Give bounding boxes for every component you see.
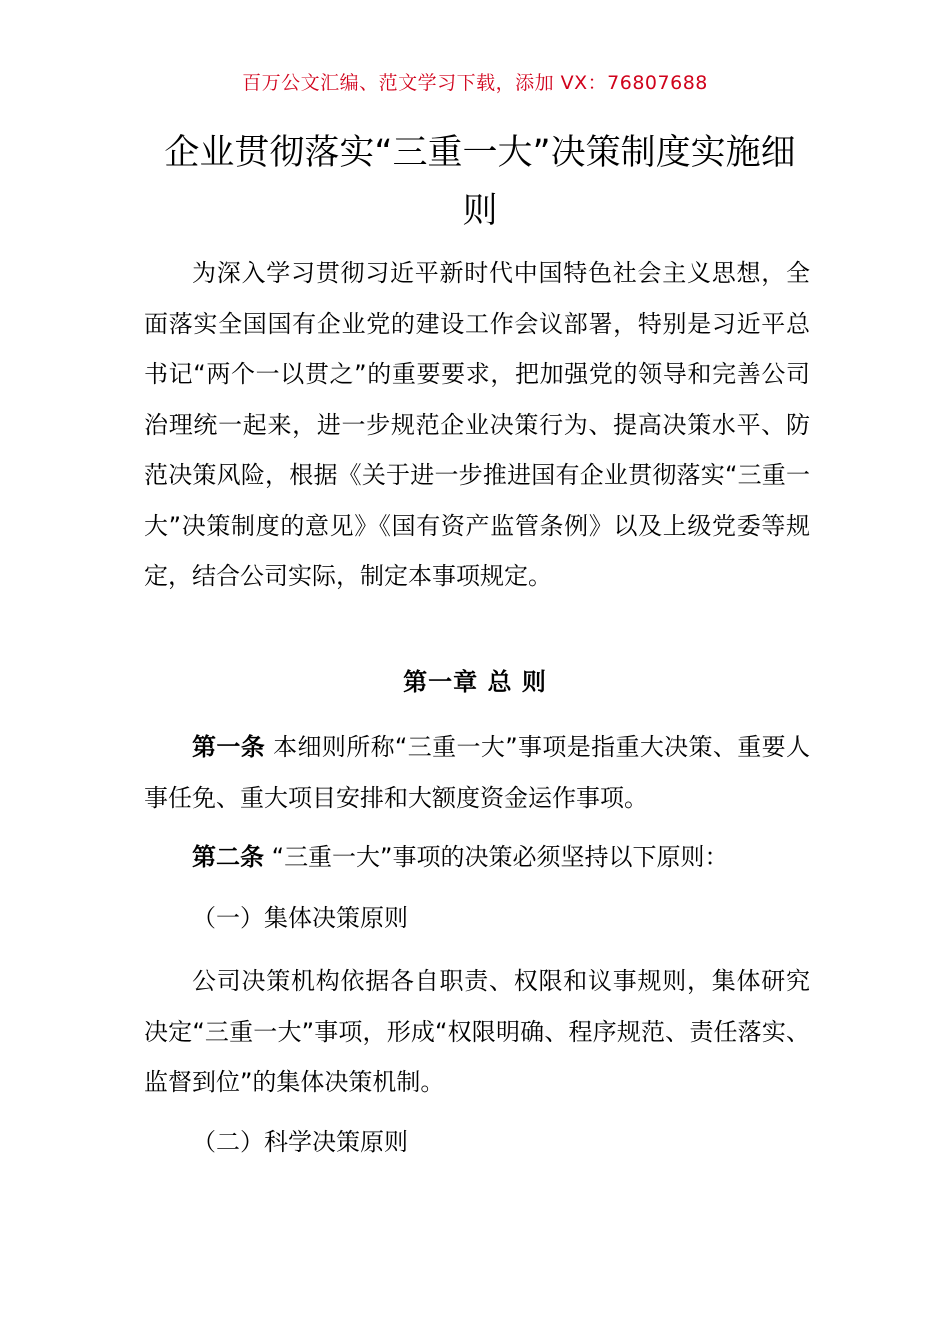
header-watermark-note: 百万公文汇编、范文学习下载，添加 VX：76807688 (242, 72, 708, 94)
article-1-paragraph (144, 722, 810, 823)
principle-1-heading-block (144, 893, 810, 944)
document-title: 企业贯彻落实“三重一大”决策制度实施细则 (164, 133, 796, 231)
article-2-paragraph (144, 832, 810, 883)
article-1-text: 本细则所称“三重一大”事项是指重大决策、重要人事任免、重大项目安排和大额度资金运作事项。 (144, 733, 811, 812)
principle-2-heading: （二）科学决策原则 (192, 1128, 408, 1156)
article-1 (144, 722, 810, 823)
article-2-label: 第二条 (192, 843, 264, 871)
principle-1-text: 公司决策机构依据各自职责、权限和议事规则，集体研究决定“三重一大”事项，形成“权限明确、程序规范、责任落实、监督到位”的集体决策机制。 (144, 967, 810, 1096)
article-2-text: “三重一大”事项的决策必须坚持以下原则： (264, 843, 729, 871)
principle-1-heading: （一）集体决策原则 (192, 904, 408, 932)
principle-1-text-block (144, 956, 810, 1108)
chapter-heading: 第一章 总 则 (403, 668, 547, 696)
principle-2-heading-block (144, 1117, 810, 1168)
intro-paragraph-block (144, 248, 810, 602)
intro-paragraph: 为深入学习贯彻习近平新时代中国特色社会主义思想，全面落实全国国有企业党的建设工作会议部署，特别是习近平总书记“两个一以贯之”的重要要求，把加强党的领导和完善公司治理统一起来，进一步规范企业决策行为、提高决策水平、防范决策风险，根据《关于进一步推进国有企业贯彻落实“三重一大”决策制度的意见》《国有资产监管条例》以及上级党委等规定，结合公司实际，制定本事项规定。 (144, 259, 810, 590)
article-2 (144, 832, 810, 883)
article-1-label: 第一条 (192, 733, 266, 761)
